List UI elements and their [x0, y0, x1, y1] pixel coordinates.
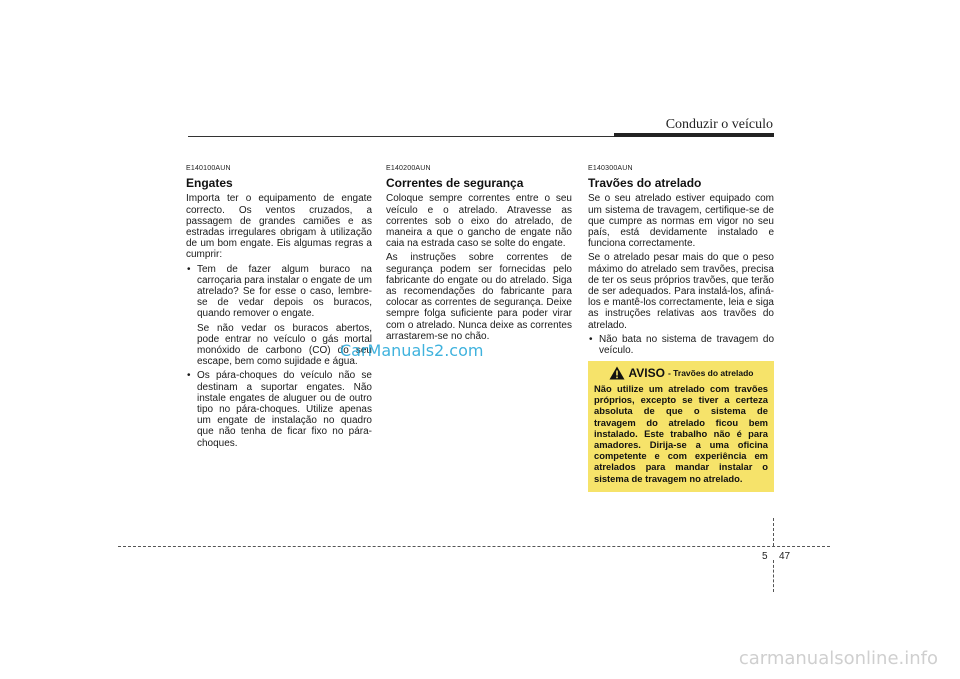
section-code: E140300AUN	[588, 165, 633, 172]
section-heading: Engates	[186, 176, 233, 191]
bullet-item	[588, 334, 774, 356]
paragraph: Se o seu atrelado estiver equipado com um sistema de travagem, certifique-se de que cumpre as normas em vigor no seu país, está devidamente instalado e funciona correctamente.	[588, 193, 774, 250]
intro-paragraph: Importa ter o equipamento de engate correcto. Os ventos cruzados, a passagem de grandes camiões e as estradas irregulares obrigam à utilização de um bom engate. Eis algumas regras a cumprir:	[186, 193, 372, 261]
section-heading: Correntes de segurança	[386, 176, 524, 191]
header-rule-thin	[188, 136, 614, 137]
chapter-number: 5	[762, 551, 768, 562]
paragraph: Coloque sempre correntes entre o seu veículo e o atrelado. Atravesse as correntes sob o eixo do atrelado, de maneira a que o gancho de engate não caia na estrada caso se solte do engate.	[386, 193, 572, 250]
footer-divider-down	[773, 560, 774, 592]
site-watermark: carmanualsonline.info	[738, 648, 938, 669]
section-heading: Travões do atrelado	[588, 176, 702, 191]
footer-divider-up	[773, 518, 774, 546]
watermark: CarManuals2.com	[340, 341, 484, 360]
bullet-icon: •	[187, 263, 191, 275]
bullet-item	[186, 264, 372, 320]
column-correntes	[386, 163, 572, 345]
warning-subtitle: - Travões do atrelado	[667, 368, 754, 378]
paragraph: As instruções sobre correntes de segurança podem ser fornecidas pelo fabricante do engate ou do atrelado. Siga as recomendações do fabricante para colocar as correntes de segurança. Deixe sempre folga suficiente para poder virar com o atrelado. Nunca deixe as correntes arrastarem-se no chão.	[386, 252, 572, 342]
bullet-text: Não bata no sistema de travagem do veículo.	[599, 333, 774, 357]
page-number: 47	[779, 551, 791, 562]
footer-rule	[118, 546, 830, 547]
bullet-icon: •	[187, 370, 191, 382]
warning-label: AVISO	[628, 366, 665, 380]
warning-text: Não utilize um atrelado com travões próprios, excepto se tiver a certeza absoluta de que o sistema de travagem do atrelado ficou bem instalado. Este trabalho não é para amadores. Dirija-se a uma oficina competente e com experiência em atrelados para mandar instalar o sistema de travagem no atrelado.	[594, 383, 768, 484]
column-engates	[186, 163, 372, 452]
section-code: E140200AUN	[386, 165, 431, 172]
paragraph: Se o atrelado pesar mais do que o peso máximo do atrelado sem travões, precisa de ter os seus próprios travões, que terão de ser adequados. Para instalá-los, afiná-los e mantê-los correctamente, leia e siga as instruções relativas aos travões do atrelado.	[588, 252, 774, 331]
section-code: E140100AUN	[186, 165, 231, 172]
bullet-continuation: Se não vedar os buracos abertos, pode entrar no veículo o gás mortal monóxido de carbono (CO) do seu escape, bem como sujidade e água.	[197, 322, 372, 368]
section-title: Conduzir o veículo	[665, 117, 773, 132]
bullet-icon: •	[589, 333, 593, 345]
warning-title	[594, 366, 768, 380]
warning-triangle-icon	[609, 366, 625, 380]
header-rule-thick	[614, 133, 774, 137]
warning-box	[588, 361, 774, 492]
bullet-text: Os pára-choques do veículo não se destinam a suportar engates. Não instale engates de aluguer ou de outro tipo no pára-choques. Utilize apenas um engate de instalação no quadro que não tenha de ficar fixo no pára-choques.	[197, 370, 372, 449]
bullet-text: Tem de fazer algum buraco na carroçaria para instalar o engate de um atrelado? Se for esse o caso, lembre-se de vedar depois os buracos, quando remover o engate.	[197, 263, 372, 320]
column-travoes	[588, 163, 774, 359]
bullet-item	[186, 370, 372, 448]
